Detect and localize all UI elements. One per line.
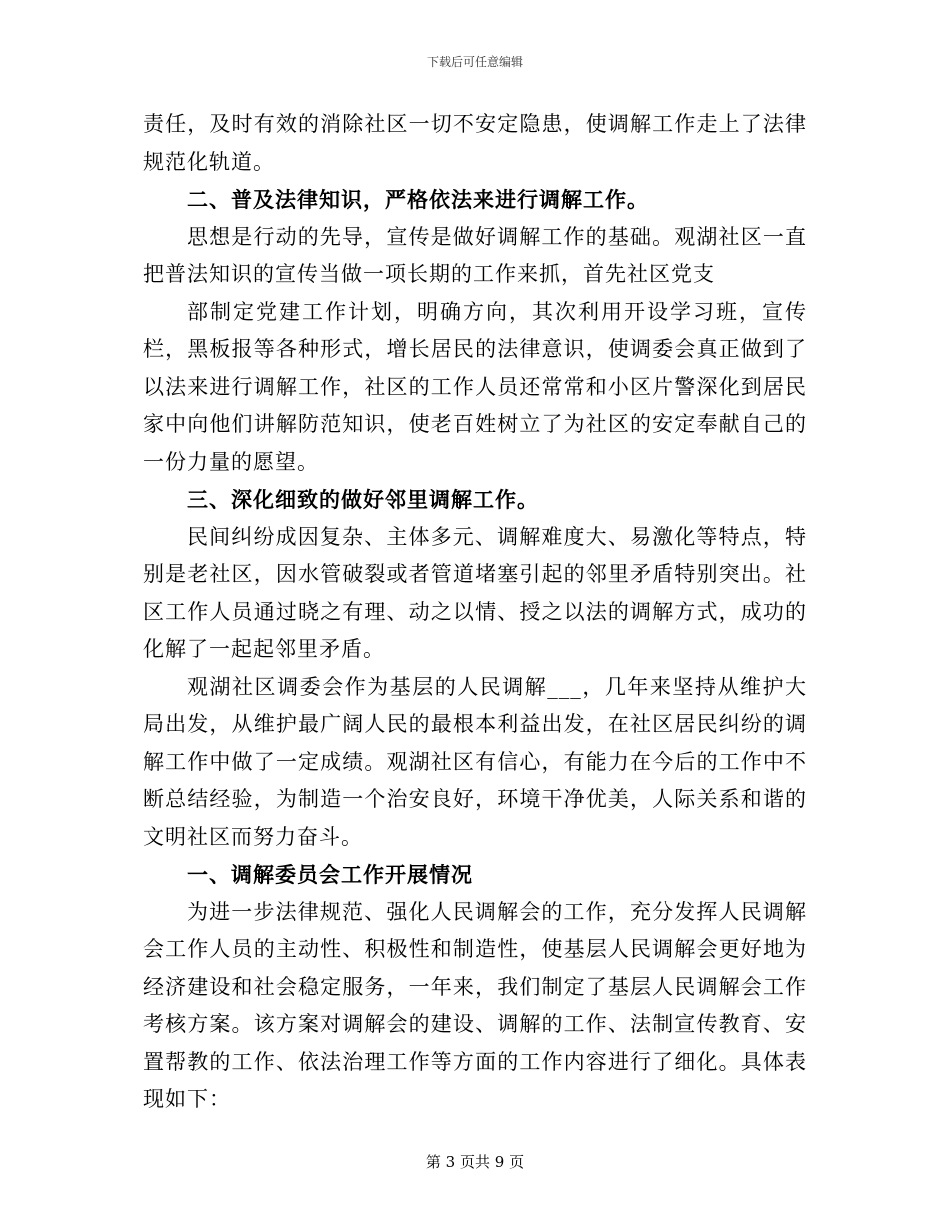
document-body: [143, 106, 807, 1119]
paragraph-6: 为进一步法律规范、强化人民调解会的工作，充分发挥人民调解会工作人员的主动性、积极性和制造性，使基层人民调解会更好地为经济建设和社会稳定服务，一年来，我们制定了基层人民调解会工作考核方案。该方案对调解会的建设、调解的工作、法制宣传教育、安置帮教的工作、依法治理工作等方面的工作内容进行了细化。具体表现如下：: [143, 899, 807, 1111]
section-heading-2: 二、普及法律知识，严格依法来进行调解工作。: [187, 187, 649, 212]
paragraph-4: 民间纠纷成因复杂、主体多元、调解难度大、易激化等特点，特别是老社区，因水管破裂或者管道堵塞引起的邻里矛盾特别突出。社区工作人员通过晓之有理、动之以情、授之以法的调解方式，成功的化解了一起起邻里矛盾。: [143, 524, 807, 661]
section-heading-4: 一、调解委员会工作开展情况: [187, 862, 473, 887]
paragraph-1: 责任，及时有效的消除社区一切不安定隐患，使调解工作走上了法律规范化轨道。: [143, 112, 807, 174]
page-header: 下载后可任意编辑: [426, 55, 523, 69]
page-footer: 第 3 页共 9 页: [425, 1153, 525, 1171]
paragraph-5: 观湖社区调委会作为基层的人民调解___，几年来坚持从维护大局出发，从维护最广阔人民的最根本利益出发，在社区居民纠纷的调解工作中做了一定成绩。观湖社区有信心，有能力在今后的工作中不断总结经验，为制造一个治安良好，环境干净优美，人际关系和谐的文明社区而努力奋斗。: [143, 674, 807, 849]
paragraph-2: 思想是行动的先导，宣传是做好调解工作的基础。观湖社区一直把普法知识的宣传当做一项长期的工作来抓，首先社区党支: [143, 224, 807, 286]
section-heading-3: 三、深化细致的做好邻里调解工作。: [187, 487, 539, 512]
paragraph-3: 部制定党建工作计划，明确方向，其次利用开设学习班，宣传栏，黑板报等各种形式，增长居民的法律意识，使调委会真正做到了以法来进行调解工作，社区的工作人员还常常和小区片警深化到居民家中向他们讲解防范知识，使老百姓树立了为社区的安定奉献自己的一份力量的愿望。: [143, 299, 807, 474]
